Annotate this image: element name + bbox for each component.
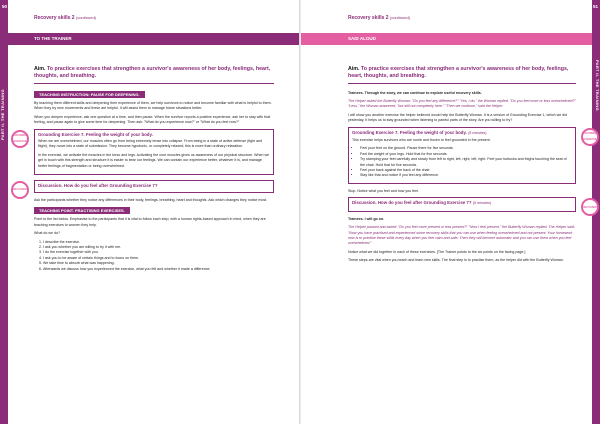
right-story-2: The Helper paused and asked: "Do you feel more present or less present?" "Now I feel present," the Butterfly Woman replied. The Helper said: "Now you have practised and experienced some recovery skills that you can use when feeling overwhelmed and not present. Your homework now is to practise these skills every day when you feel calm and safe. Then they will become automatic and you can use them when you feel overwhelmed." bbox=[348, 225, 575, 246]
right-header-title: Recovery skills 2 bbox=[348, 15, 389, 21]
right-header-suffix: (continued) bbox=[389, 15, 410, 20]
left-header-suffix: (continued) bbox=[75, 15, 96, 20]
grounding-exercise-text-1: When we are overwhelmed, our muscles often go from being extremely tense into collapse. From being in a state of active defense (fight and flight), they move into a state of submission. They become hypotonic, or completely relaxed; this is more than ordinary relaxation. bbox=[38, 139, 263, 149]
left-paragraph-1: By teaching them different skills and deepening their experience of them, we help survivors to notice and become familiar with what is helpful to them. When they try new movements and these are helpful, it will assist them to manage future situations better. bbox=[34, 101, 272, 111]
teaching-instruction-pill: TEACHING INSTRUCTION: PAUSE FOR DEEPENING. bbox=[34, 91, 145, 98]
discussion-box bbox=[11, 180, 274, 193]
right-page bbox=[300, 0, 600, 424]
right-paragraph-1: Trainees. Through the story, we can continue to explore useful recovery skills. bbox=[348, 90, 482, 95]
right-paragraph-8: These steps are vital when you teach and learn new skills. The final step is to practise them, as the helper did with the Butterfly Woman. bbox=[348, 258, 564, 263]
right-aim-text: To practice exercises that strengthen a survivor's awareness of her body, feelings, heart, thoughts, and breathing. bbox=[348, 66, 569, 79]
right-paragraph-3: I will show you another exercise the helper believed would help the Butterfly Woman. It is a version of Grounding Exercise 1, which we did yesterday. It helps us to stay grounded when listening to painful parts of the story. Are you willing to try? bbox=[348, 112, 568, 123]
discussion-badge-icon: DISCUSSION bbox=[11, 181, 29, 199]
list-item: • Feel the weight of your legs. Hold that for five seconds. bbox=[360, 152, 572, 157]
grounding-exercise-intro: This exercise helps survivors who are numb and frozen to feel grounded in the present. bbox=[352, 138, 491, 143]
discussion-box bbox=[348, 197, 599, 211]
list-item: 6. Afterwards we discuss how you experienced the exercise, what you felt and whether it made a difference. bbox=[43, 267, 274, 272]
discussion-badge-icon: DISCUSSION bbox=[581, 198, 599, 216]
book-gutter bbox=[299, 0, 301, 424]
right-story-1: The Helper asked the Butterfly Woman: "Do you feel any difference?" "Yes, I do," the Woman replied. "Do you feel more or less overwhelmed?" "Less," the Woman answered, "but still not completely here." "Then we continue," said the Helper. bbox=[348, 99, 576, 109]
list-item: 2. I ask you whether you are willing to try it with me. bbox=[43, 245, 274, 250]
right-paragraph-4: Stop. Notice what you feel and how you feel. bbox=[348, 188, 419, 193]
grounding-exercise-box bbox=[11, 129, 274, 175]
grounding-exercise-badge-icon: GROUNDING EXERCISE bbox=[11, 130, 29, 148]
list-item: 3. I do the exercise together with you. bbox=[43, 250, 274, 255]
list-item: • Feel your back against the back of the chair. bbox=[360, 168, 572, 173]
list-item: 5. We take time to absorb what was happening. bbox=[43, 261, 274, 266]
discussion-title bbox=[352, 200, 572, 206]
right-section-band: SAID ALOUD bbox=[300, 33, 592, 45]
left-paragraph-5: What do we do? bbox=[34, 231, 60, 236]
left-aim-text: To practice exercises that strengthen a survivor's awareness of her body, feelings, heart, thoughts, and breathing. bbox=[34, 66, 271, 79]
right-running-header bbox=[348, 15, 410, 21]
left-paragraph-4: Point to the list below. Emphasise to the participants that it is vital to follow each step, with a human rights-based approach in mind, when they are teaching exercises to women they help. bbox=[34, 217, 266, 227]
list-item: 1. I describe the exercise. bbox=[43, 240, 274, 245]
left-section-label: PART II. THE TRAINING bbox=[0, 89, 5, 140]
list-item: • Try stamping your feet carefully and slowly from left to right, left, right, left, right. Feel your buttocks and thighs touching the seat of the chair. Hold that for five seconds. bbox=[360, 157, 572, 168]
list-item: • Feel your feet on the ground. Pause there for five seconds. bbox=[360, 146, 572, 151]
grounding-exercise-title bbox=[352, 130, 572, 136]
right-page-number: 51 bbox=[592, 4, 598, 9]
left-aim bbox=[34, 66, 274, 84]
grounding-exercise-title: Grounding Exercise 7. Feeling the weight of your body. bbox=[38, 131, 153, 137]
left-section-band: TO THE TRAINER bbox=[8, 33, 300, 45]
grounding-exercise-title-text: Grounding Exercise 7. Feeling the weight of your body. bbox=[352, 129, 467, 135]
discussion-title-text: Discussion. How do you feel after Grounding Exercise 7? bbox=[352, 200, 472, 206]
right-section-label: PART II. THE TRAINING bbox=[595, 60, 600, 111]
grounding-exercise-text-2: In the exercise, we activate the muscles in the torso and legs. Activating the core muscles gives us awareness of our physical structure. When we get in touch with this strength and structure it is easier to bear our feelings. We can contain our experience better, whatever it is, and manage better feelings of fragmentation or being overwhelmed. bbox=[38, 152, 270, 168]
left-content bbox=[11, 66, 274, 274]
grounding-exercise-box bbox=[348, 127, 599, 184]
left-header-title: Recovery skills 2 bbox=[34, 15, 75, 21]
left-paragraph-3: Ask the participants whether they notice any differences in their body, feelings, breathing, heart and thoughts. Ask which changes they notice most. bbox=[34, 198, 268, 203]
left-page-number: 50 bbox=[2, 4, 8, 9]
right-paragraph-7: Notice what we did together in each of these exercises. [The Trainer points to the six points on the facing page.] bbox=[348, 249, 526, 254]
teaching-point-pill: TEACHING POINT. PRACTISING EXERCISES. bbox=[34, 207, 130, 214]
list-item: • Stay like that and notice if you feel any difference. bbox=[360, 173, 572, 178]
right-aim bbox=[348, 66, 576, 84]
discussion-title: Discussion. How do you feel after Grounding Exercise 7? bbox=[38, 183, 158, 189]
left-running-header bbox=[34, 15, 96, 21]
grounding-exercise-time: (5 minutes) bbox=[468, 130, 487, 135]
steps-list bbox=[34, 240, 274, 272]
discussion-time: (5 minutes) bbox=[472, 201, 492, 206]
left-aim-label: Aim. bbox=[34, 66, 46, 72]
exercise-steps-list bbox=[352, 146, 572, 178]
grounding-exercise-badge-icon: GROUNDING EXERCISE bbox=[581, 128, 599, 146]
left-paragraph-2: When you deepen experience, ask one question at a time, and then pause. When the survivor reports a positive experience, ask her to stay with that feeling, and pause again to give some time for deepening. Then ask: "What do you experience now?" or "What do you feel now?" bbox=[34, 114, 271, 125]
right-aim-label: Aim. bbox=[348, 66, 360, 72]
list-item: 4. I ask you to be aware of certain things and to focus on them. bbox=[43, 256, 274, 261]
right-paragraph-5: Trainees. I will go on. bbox=[348, 216, 385, 221]
